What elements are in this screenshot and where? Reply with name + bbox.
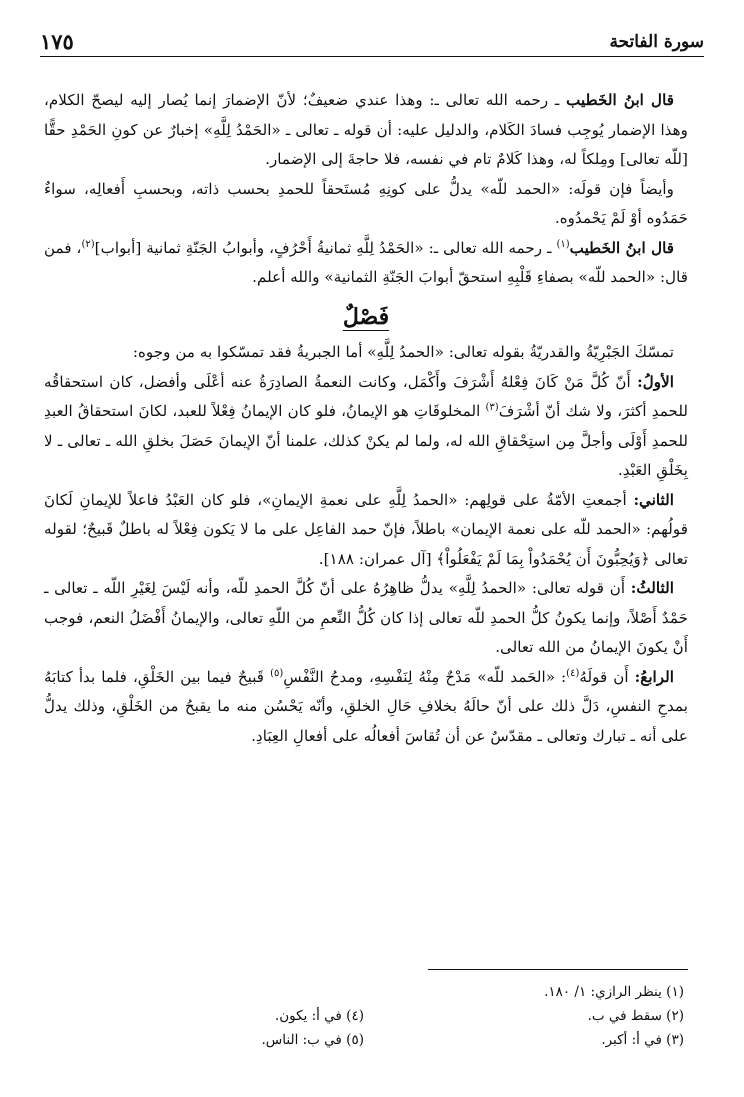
paragraph-text: تمسّكَ الجَبْرِيّةُ والقدريّةُ بقوله تعالى: «الحمدُ لِلَّهِ» أما الجبريةُ فقد تمسّكوا به من وجوه: <box>132 343 674 361</box>
footnote-5: (٥) في ب: الناس. <box>261 1032 364 1048</box>
footnote-4: (٤) في أ: يكون. <box>274 1008 364 1024</box>
page-number: ١٧٥ <box>40 29 74 54</box>
footnote-ref: (٥) <box>270 667 284 679</box>
surah-title: سورة الفاتحة <box>609 32 704 52</box>
point-label: الرابعُ: <box>634 667 674 686</box>
paragraph-7 <box>44 574 688 663</box>
footnotes-left-column <box>164 1004 364 1052</box>
paragraph-text: ، فمن قال: «الحمد للّه» بصفاءِ قَلْبِهِ استحقّ أبوابَ الجَنّةِ الثمانية» والله أعلم. <box>44 238 688 286</box>
paragraph-4 <box>44 338 688 368</box>
footnote-ref: (٣) <box>485 401 499 413</box>
paragraph-text: المخلوقَاتِ هو الإيمانُ، فلو كان الإيمانُ فِعْلاً للعبد، لكانَ استحقاقُ العبدِ للحمدِ أَوْلَى وأجلَّ مِن استِحْقاقِ الله له، ولما لم يكنْ كذلك، علمنا أنّ الإيمانَ حَصَلَ بخلقِ الله ـ تعالى ـ لا بِخَلْقِ العَبْدِ. <box>44 402 688 479</box>
paragraph-3 <box>44 234 688 293</box>
paragraph-text: ـ رحمه الله تعالى ـ: وهذا عندي ضعيفٌ؛ لأنّ الإضمارَ إنما يُصار إليه ليصحّ الكلام، وهذا الإضمار يُوجِب فسادَ الكَلام، والدليل عليه: أن قوله ـ تعالى ـ «الحَمْدُ لِلَّهِ» إخبارٌ عن كونِ الحَمْدِ حقًّا [للّه تعالى] ومِلكاً له، وهذا كَلامٌ تام في نفسه، فلا حاجةَ إلى الإضمار. <box>44 91 688 168</box>
paragraph-text: : «الحَمد للّه» مَدْحٌ مِنْهُ لِنَفْسِهِ، ومدحُ النَّفْسِ <box>283 667 567 686</box>
footnote-ref: (٢) <box>81 238 95 250</box>
paragraph-8 <box>44 663 688 752</box>
footnote-1: (١) ينظر الرازي: ١/ ١٨٠. <box>544 984 684 1000</box>
paragraph-text: وأيضاً فإن قولَه: «الحمد للّه» يدلُّ على كونِهِ مُستَحقاً للحمدِ بحسب ذاته، وبحسبِ أَفعالِه، سواءٌ حَمَدُوه أوْ لَمْ يَحْمدُوه. <box>44 179 688 227</box>
paragraph-2 <box>44 175 688 234</box>
paragraph-5 <box>44 368 688 486</box>
paragraph-text: ـ رحمه الله تعالى ـ: «الحَمْدُ لِلَّهِ ثمانيةُ أَحْرُفٍ، وأبوابُ الجَنّةِ ثمانية [أبواب] <box>94 238 557 257</box>
paragraph-text: أَن قوله تعالى: «الحمدُ لِلَّهِ» يدلُّ ظاهِرُهُ على أنّ كُلَّ الحمدِ للّه، وأنه لَيْسَ لِغَيْرِ اللّه ـ تعالى ـ حَمْدٌ أَصْلاً، وإنما يكونُ كلُّ الحمدِ للّه تعالى إذا كان كُلُّ النِّعمِ من اللّهِ تعالى، والإيمانُ أَفْضَلُ النعم، فوجب أَنْ يكونَ الإيمانُ من الله تعالى. <box>44 579 688 656</box>
main-text <box>44 86 688 751</box>
point-label: الثاني: <box>633 490 674 509</box>
paragraph-text: أَنّ كُلَّ مَنْ كَانَ فِعْلهُ أَشْرَفَ وأَكْمَل، وكانت النعمةُ الصادِرَةُ عنه أعْلَى وأفضل، كان استحقاقُه للحمدِ أكثرَ، ولا شك أنّ أشْرَفَ <box>44 372 688 420</box>
paragraph-text: أَن قولَهُ <box>579 667 635 686</box>
point-label: الثالثُ: <box>630 579 674 597</box>
footnotes-right-column <box>364 980 684 1052</box>
footnote-ref: (٤) <box>566 667 580 679</box>
footnote-divider <box>428 969 688 970</box>
footnote-3: (٣) في أ: أكبر. <box>601 1032 684 1048</box>
running-header <box>40 22 704 57</box>
paragraph-text: أجمعتِ الأمّةُ على قولِهم: «الحمدُ لِلَّهِ على نعمةِ الإيمانِ»، فلو كان العَبْدُ فاعلاً للإيمانِ لَكانَ قولُهم: «الحمد للّه على نعمة الإيمان» باطلاً، فإنّ حمد الفاعِل على ما لا يَكون فِعْلاً له باطلٌ قَبيحٌ؛ لقوله تعالى ﴿وَيُحِبُّونَ أَن يُحْمَدُواْ بِمَا لَمْ يَفْعَلُواْ﴾ [آل عمران: ١٨٨]. <box>44 490 688 568</box>
paragraph-text: قَبيحٌ فيما بين الخَلْقِ، فلما بدأ كتابَهُ بمدحِ النفسِ، دَلَّ ذلك على أنّ حالَهُ بخلافِ حَالِ الخلقِ، وأنّه يَحْسُن منه ما يقبحُ من الخَلْقِ، وذلك يدلُّ على أنه ـ تبارك وتعالى ـ مقدّسٌ عن أن تُقاسَ أفعالُه على أفعالِ العِبَادِ. <box>44 667 688 745</box>
footnote-ref: (١) <box>556 238 570 250</box>
point-label: الأولُ: <box>637 372 674 391</box>
paragraph-1 <box>44 86 688 175</box>
paragraph-6 <box>44 486 688 575</box>
speaker-label: قال ابنُ الخَطيب <box>566 91 674 109</box>
section-heading: فَصْلٌ <box>342 303 390 330</box>
footnote-2: (٢) سقط في ب. <box>587 1008 684 1024</box>
speaker-label: قال ابنُ الخَطيب <box>569 238 674 257</box>
